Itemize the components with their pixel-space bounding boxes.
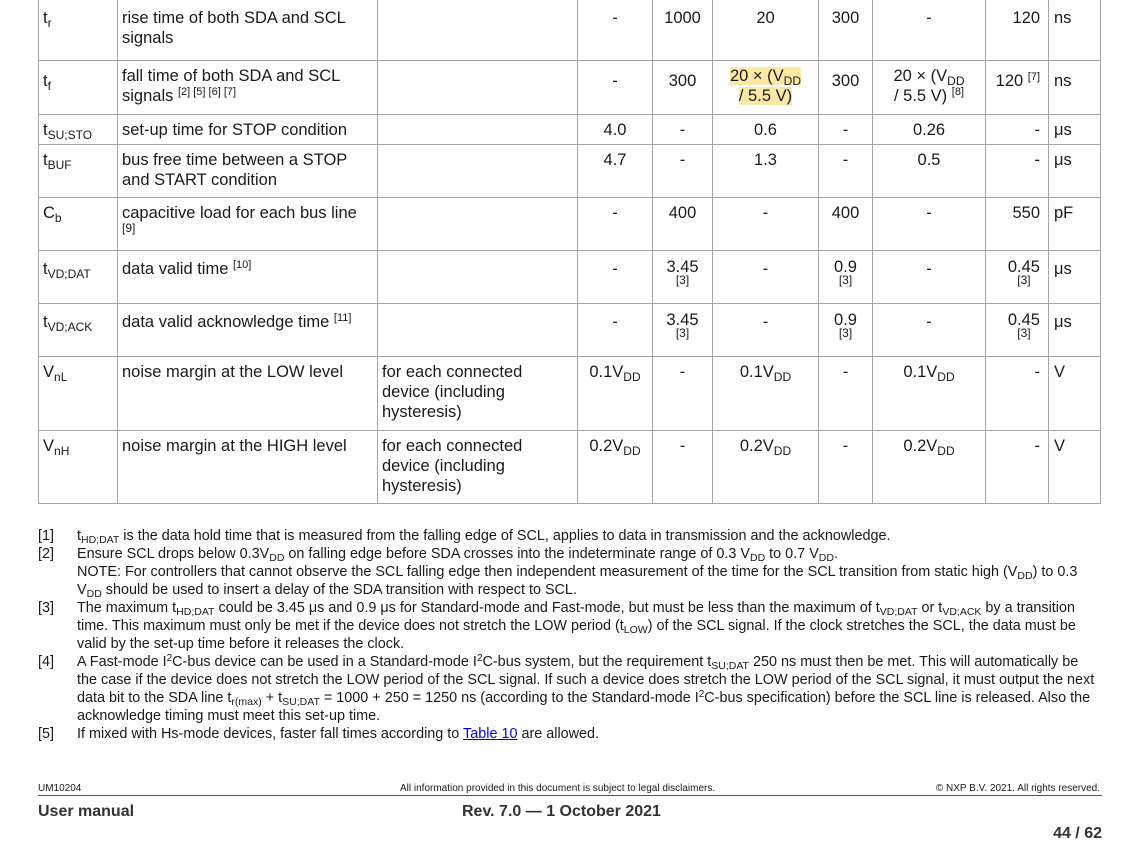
footnote-ref: [3]	[675, 326, 690, 340]
std-min-cell: -	[578, 304, 653, 357]
footnote-ref: [3]	[1017, 326, 1031, 340]
table-row	[39, 251, 1101, 304]
footnote-5	[38, 725, 1102, 743]
fastplus-max-cell: -	[986, 145, 1049, 198]
std-min-cell: -	[578, 198, 653, 251]
footnote-marker: [4]	[38, 654, 54, 670]
std-min-cell: $0.1V_{DD}$	[578, 357, 653, 431]
conditions-cell: for each connected device (including hysteresis)	[378, 357, 578, 431]
std-min-cell: 4.0	[578, 115, 653, 145]
symbol-cell: $t_f$	[39, 61, 118, 115]
fastplus-min-cell: -	[873, 304, 986, 357]
table-row	[39, 115, 1101, 145]
fast-max-cell: -	[819, 431, 873, 504]
document-type: User manual	[38, 803, 135, 820]
footnote-text: Ensure SCL drops below $0.3V_{DD}$ on falling edge before SDA crosses into the indeterminate range of 0.3 $V_{DD}$ to 0.7 $V_{DD}$.	[77, 546, 838, 564]
unit-cell: μs	[1049, 145, 1101, 198]
std-max-cell: 300	[653, 61, 713, 115]
fast-min-cell: 1.3	[713, 145, 819, 198]
fast-max-cell: -	[819, 115, 873, 145]
unit-cell: μs	[1049, 251, 1101, 304]
footnote-ref: [3]	[1017, 273, 1031, 287]
unit-cell: V	[1049, 357, 1101, 431]
fast-min-cell: $0.1V_{DD}$	[713, 357, 819, 431]
fast-max-cell: 0.9 [3]	[819, 304, 873, 357]
fastplus-max-cell: -	[986, 431, 1049, 504]
unit-cell: μs	[1049, 304, 1101, 357]
description-cell: rise time of both SDA and SCL signals	[118, 0, 378, 61]
std-max-cell: -	[653, 115, 713, 145]
std-max-cell: -	[653, 145, 713, 198]
symbol-cell: $t_r$	[39, 0, 118, 61]
conditions-cell	[378, 251, 578, 304]
conditions-cell	[378, 0, 578, 61]
fastplus-min-cell: 0.5	[873, 145, 986, 198]
description-cell: data valid acknowledge time [11]	[118, 304, 378, 357]
footnote-2	[38, 545, 1102, 563]
fastplus-max-cell: -	[986, 357, 1049, 431]
fast-min-cell	[713, 61, 819, 115]
fastplus-min-cell: -	[873, 0, 986, 61]
table-10-link[interactable]: Table 10	[463, 726, 518, 742]
footnote-ref: [3]	[838, 326, 853, 340]
fast-min-cell: 0.6	[713, 115, 819, 145]
legal-disclaimer: All information provided in this document is subject to legal disclaimers.	[400, 783, 716, 794]
fastplus-max-cell: 0.45 [3]	[986, 304, 1049, 357]
fastplus-min-cell: $0.2V_{DD}$	[873, 431, 986, 504]
std-min-cell: -	[578, 0, 653, 61]
fastplus-min-cell: -	[873, 251, 986, 304]
std-min-cell: -	[578, 61, 653, 115]
footnote-text: NOTE: For controllers that cannot observe the SCL falling edge then independent measurement of the time for the SCL transition from static high $(V_{DD})$ to 0.3 $V_{DD}$ should be used to insert a delay of the SDA transition with respect to SCL.	[77, 564, 1078, 600]
fast-max-cell: 400	[819, 198, 873, 251]
fast-max-cell: 300	[819, 61, 873, 115]
symbol-cell: $t_{VD;DAT}$	[39, 251, 118, 304]
footnote-2-note	[38, 563, 1102, 599]
unit-cell: ns	[1049, 61, 1101, 115]
footnote-marker: [2]	[38, 546, 54, 562]
symbol-cell: $V_{nL}$	[39, 357, 118, 431]
std-max-cell: 400	[653, 198, 713, 251]
footnote-3	[38, 599, 1102, 653]
std-min-cell: 4.7	[578, 145, 653, 198]
footnote-marker: [3]	[38, 600, 54, 616]
footnote-ref: [2] [5] [6] [7]	[177, 86, 237, 98]
description-cell: fall time of both SDA and SCL signals [2] [5] [6] [7]	[118, 61, 378, 115]
fastplus-min-cell: 0.26	[873, 115, 986, 145]
fastplus-min-cell: -	[873, 198, 986, 251]
fastplus-max-cell: 120 [7]	[986, 61, 1049, 115]
fastplus-max-cell: -	[986, 115, 1049, 145]
footnote-ref: [8]	[951, 86, 965, 98]
footnote-text: $t_{HD;DAT}$ is the data hold time that is measured from the falling edge of SCL, applies to data in transmission and the acknowledge.	[77, 528, 891, 546]
table-row	[39, 304, 1101, 357]
std-max-cell: 1000	[653, 0, 713, 61]
fast-max-cell: -	[819, 145, 873, 198]
symbol-cell: $t_{SU;STO}$	[39, 115, 118, 145]
footnote-text: If mixed with Hs-mode devices, faster fall times according to Table 10 are allowed.	[77, 726, 600, 742]
symbol-cell: $V_{nH}$	[39, 431, 118, 504]
unit-cell: μs	[1049, 115, 1101, 145]
std-max-cell: 3.45 [3]	[653, 304, 713, 357]
fast-min-cell: -	[713, 304, 819, 357]
fast-min-cell: -	[713, 198, 819, 251]
fast-min-cell: $0.2V_{DD}$	[713, 431, 819, 504]
symbol-cell: $C_b$	[39, 198, 118, 251]
description-cell: data valid time [10]	[118, 251, 378, 304]
fast-max-cell: -	[819, 357, 873, 431]
description-cell: capacitive load for each bus line [9]	[118, 198, 378, 251]
symbol-cell: $t_{BUF}$	[39, 145, 118, 198]
fastplus-max-cell: 120	[986, 0, 1049, 61]
conditions-cell	[378, 145, 578, 198]
footnote-ref: [7]	[1027, 71, 1040, 83]
fast-min-cell: -	[713, 251, 819, 304]
footnote-text: A Fast-mode $I^2C$-bus device can be used in a Standard-mode $I^2C$-bus system, but the requirement $t_{SU;DAT}$ 250 ns must then be met. This will automatically be the case if the device does not stretch the LOW period of the SCL signal. If such a device does stretch the LOW period of the SCL signal, it must output the next data bit to the SDA line $t_{r(max)} + t_{SU;DAT} = 1000 + 250 = 1250$ ns (according to the Standard-mode $I^2C$-bus specification) before the SCL line is released. Also the acknowledge timing must meet this set-up time.	[77, 653, 1095, 724]
description-cell: set-up time for STOP condition	[118, 115, 378, 145]
description-cell: bus free time between a STOP and START condition	[118, 145, 378, 198]
table-row	[39, 357, 1101, 431]
conditions-cell: for each connected device (including hysteresis)	[378, 431, 578, 504]
std-max-cell: 3.45 [3]	[653, 251, 713, 304]
footer-divider	[38, 795, 1102, 796]
footnote-ref: [9]	[122, 221, 136, 235]
footnote-4	[38, 653, 1102, 725]
conditions-cell	[378, 115, 578, 145]
table-row	[39, 431, 1101, 504]
conditions-cell	[378, 61, 578, 115]
highlighted-value: $20 \times (V_{DD}$ / 5.5 V)	[729, 67, 801, 105]
description-cell: noise margin at the HIGH level	[118, 431, 378, 504]
footnote-text: The maximum $t_{HD;DAT}$ could be 3.45 μs and 0.9 μs for Standard-mode and Fast-mode, but must be less than the maximum of $t_{VD;DAT}$ or $t_{VD;ACK}$ by a transition time. This maximum must only be met if the device does not stretch the LOW period $(t_{LOW})$ of the SCL signal. If the clock stretches the SCL, the data must be valid by the set-up time before it releases the clock.	[77, 600, 1076, 652]
table-row	[39, 145, 1101, 198]
description-cell: noise margin at the LOW level	[118, 357, 378, 431]
table-row	[39, 61, 1101, 115]
footnote-ref: [3]	[838, 273, 853, 287]
fastplus-max-cell: 550	[986, 198, 1049, 251]
footnote-ref: [3]	[675, 273, 690, 287]
unit-cell: pF	[1049, 198, 1101, 251]
timing-spec-table	[38, 0, 1101, 504]
revision: Rev. 7.0 — 1 October 2021	[462, 803, 661, 820]
unit-cell: V	[1049, 431, 1101, 504]
table-footnotes	[38, 527, 1102, 743]
footnote-ref: [10]	[232, 259, 252, 271]
document-id: UM10204	[38, 783, 82, 794]
fast-max-cell: 300	[819, 0, 873, 61]
conditions-cell	[378, 304, 578, 357]
page-number: 44 / 62	[1053, 825, 1102, 842]
copyright: © NXP B.V. 2021. All rights reserved.	[935, 783, 1100, 794]
footnote-marker: [1]	[38, 528, 54, 544]
std-min-cell: -	[578, 251, 653, 304]
std-max-cell: -	[653, 431, 713, 504]
footnote-ref: [11]	[333, 312, 352, 324]
std-min-cell: $0.2V_{DD}$	[578, 431, 653, 504]
std-max-cell: -	[653, 357, 713, 431]
table-row	[39, 0, 1101, 61]
fast-max-cell: 0.9 [3]	[819, 251, 873, 304]
fastplus-min-cell: $20 \times (V_{DD}$ / 5.5 V) [8]	[873, 61, 986, 115]
footnote-marker: [5]	[38, 726, 54, 742]
unit-cell: ns	[1049, 0, 1101, 61]
footnote-1	[38, 527, 1102, 545]
conditions-cell	[378, 198, 578, 251]
symbol-cell: $t_{VD;ACK}$	[39, 304, 118, 357]
table-row	[39, 198, 1101, 251]
fast-min-cell: 20	[713, 0, 819, 61]
fastplus-max-cell: 0.45 [3]	[986, 251, 1049, 304]
fastplus-min-cell: $0.1V_{DD}$	[873, 357, 986, 431]
